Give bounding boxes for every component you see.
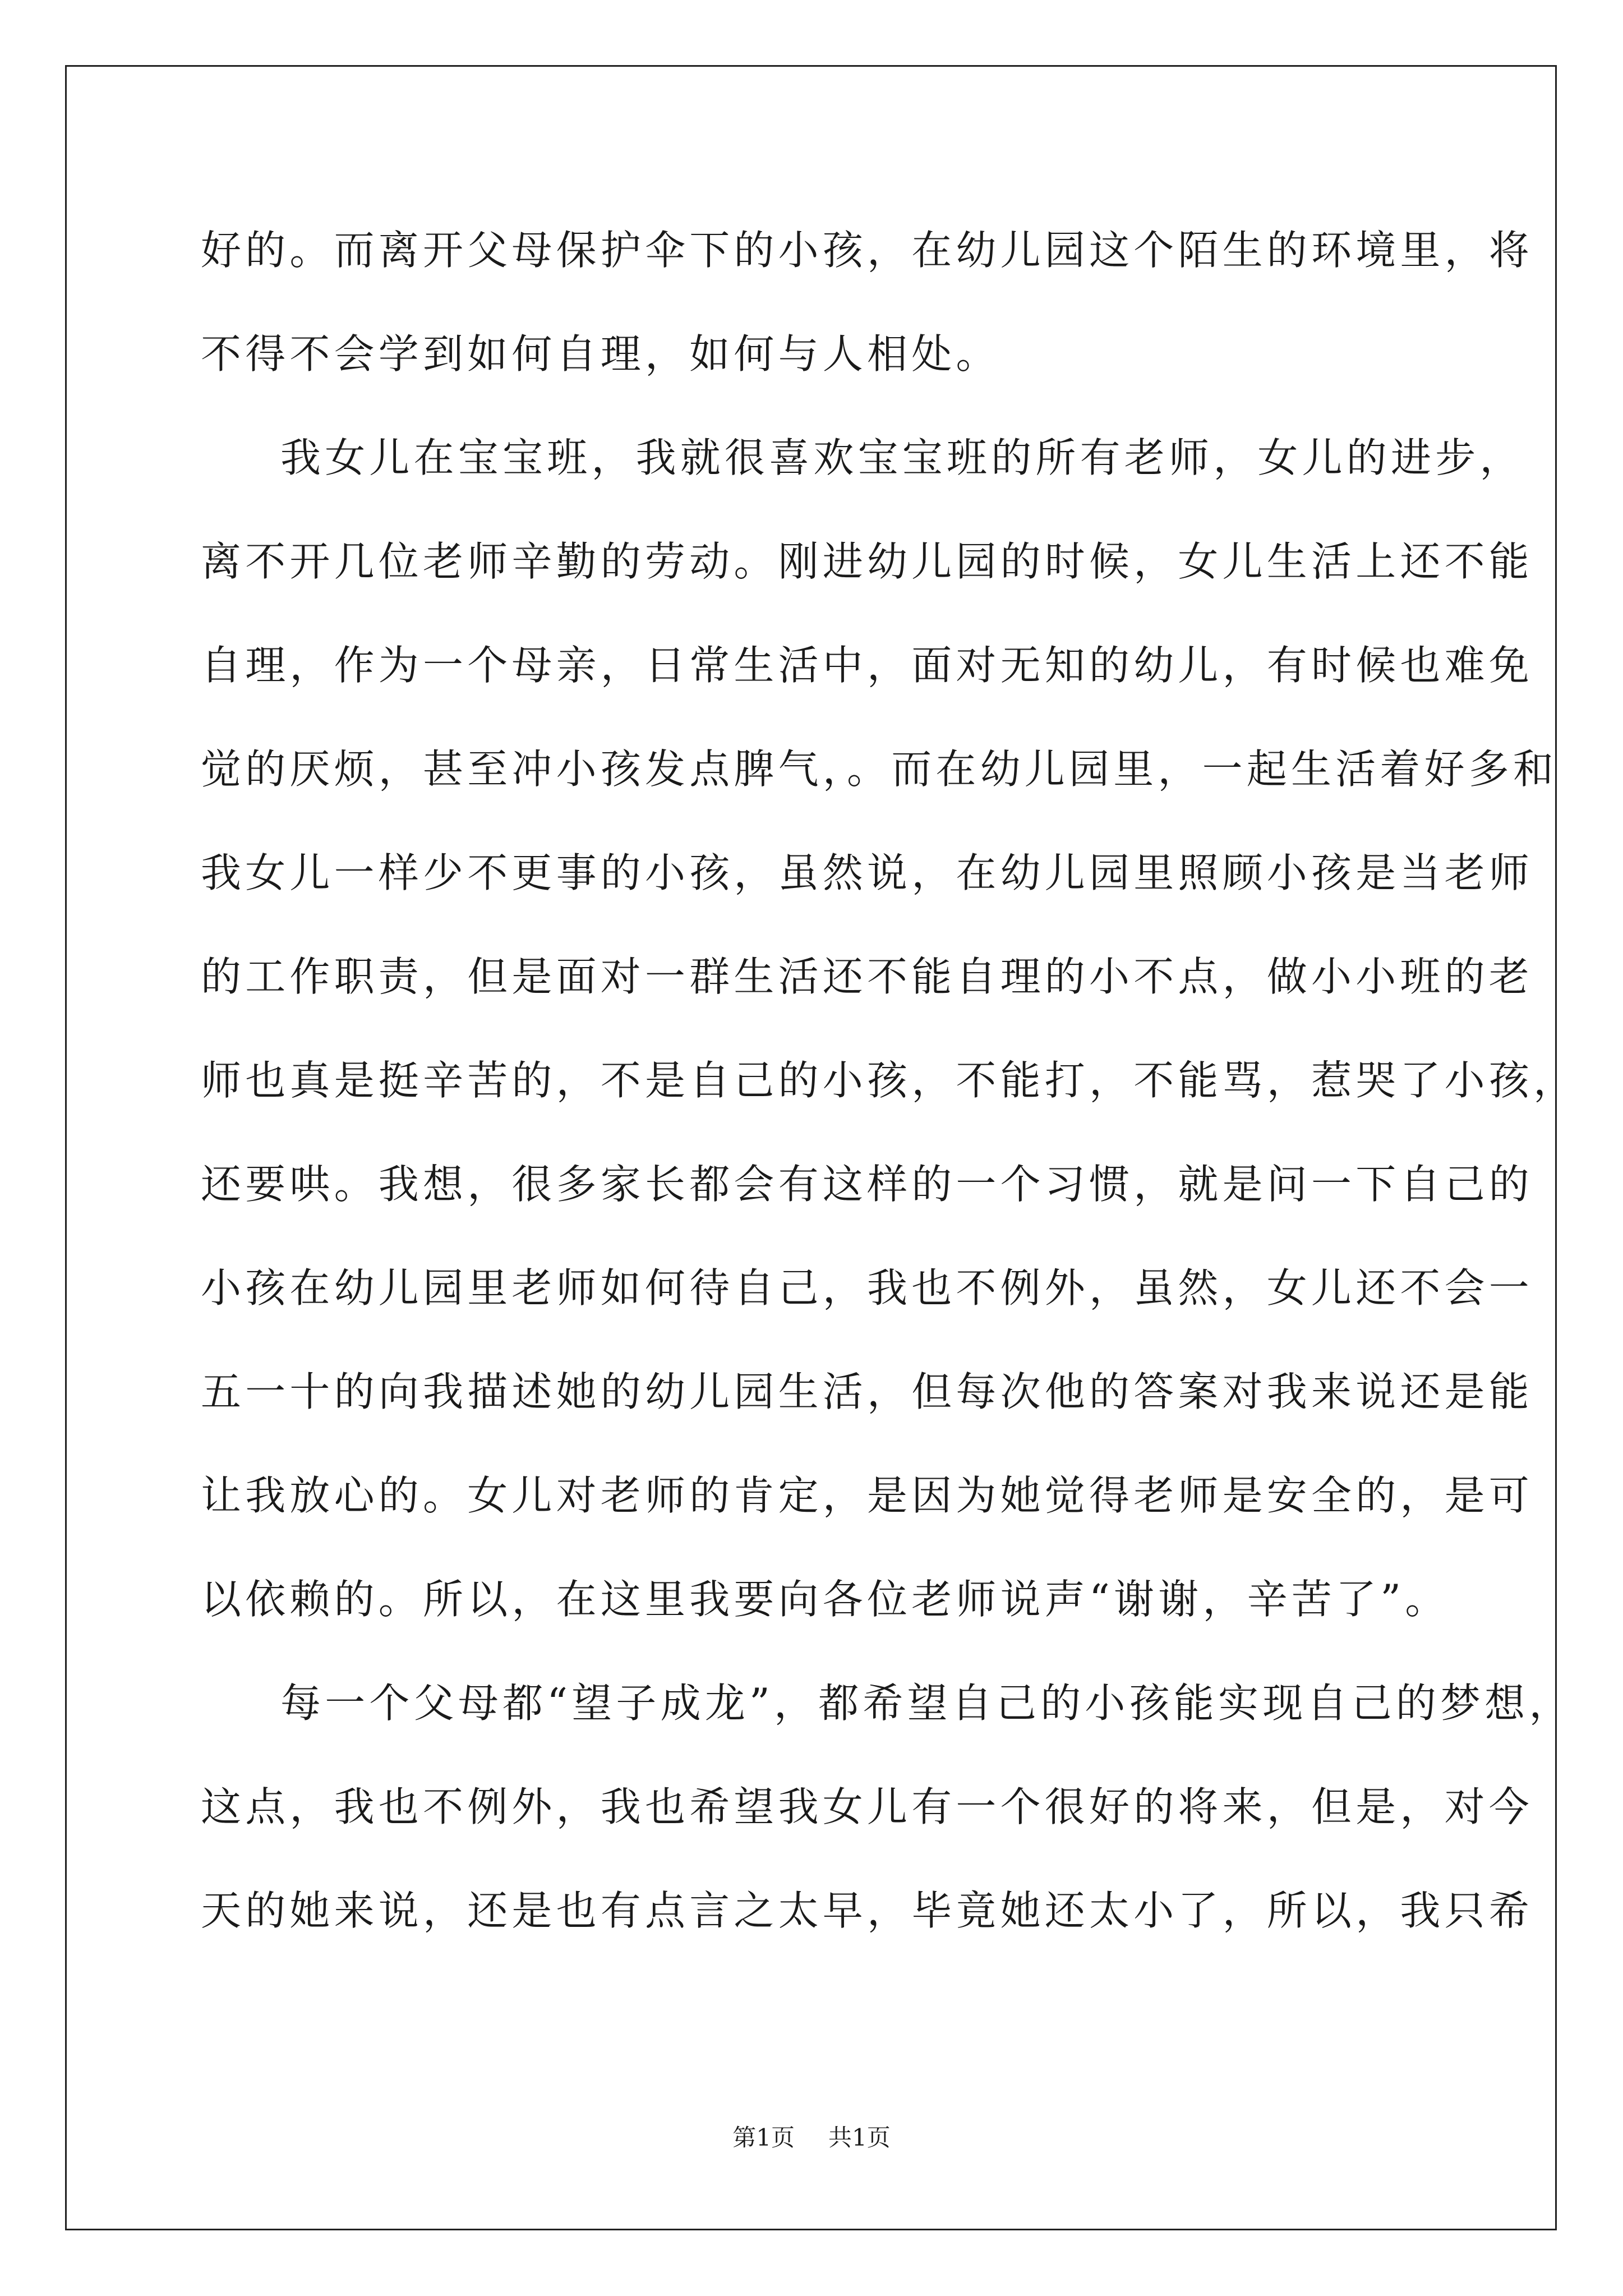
text-line-11: 小孩在幼儿园里老师如何待自己，我也不例外，虽然，女儿还不会一 [201, 1264, 1534, 1312]
page-number-current: 第1页 [732, 2124, 795, 2151]
text-line-5: 自理，作为一个母亲，日常生活中，面对无知的幼儿，有时候也难免 [201, 642, 1534, 689]
text-line-4: 离不开几位老师辛勤的劳动。刚进幼儿园的时候，女儿生活上还不能 [201, 538, 1534, 585]
text-line-9: 师也真是挺辛苦的，不是自己的小孩，不能打，不能骂，惹哭了小孩， [201, 1057, 1578, 1104]
text-line-17: 天的她来说，还是也有点言之太早，毕竟她还太小了，所以，我只希 [201, 1887, 1534, 1934]
text-line-6: 觉的厌烦，甚至冲小孩发点脾气，。而在幼儿园里，一起生活着好多和 [201, 746, 1558, 793]
text-line-13: 让我放心的。女儿对老师的肯定，是因为她觉得老师是安全的，是可 [201, 1472, 1534, 1519]
text-line-7: 我女儿一样少不更事的小孩，虽然说，在幼儿园里照顾小孩是当老师 [201, 849, 1534, 896]
text-line-8: 的工作职责，但是面对一群生活还不能自理的小不点，做小小班的老 [201, 953, 1534, 1000]
text-line-10: 还要哄。我想，很多家长都会有这样的一个习惯，就是问一下自己的 [201, 1161, 1534, 1208]
page-number-total: 共1页 [828, 2124, 891, 2151]
paragraph-start-line-15: 每一个父母都“望子成龙”，都希望自己的小孩能实现自己的梦想， [280, 1680, 1574, 1727]
paragraph-start-line-3: 我女儿在宝宝班，我就很喜欢宝宝班的所有老师，女儿的进步， [280, 434, 1524, 481]
text-line-2: 不得不会学到如何自理，如何与人相处。 [201, 330, 1000, 378]
page-footer [0, 2126, 1623, 2150]
text-line-16: 这点，我也不例外，我也希望我女儿有一个很好的将来，但是，对今 [201, 1783, 1534, 1830]
text-line-12: 五一十的向我描述她的幼儿园生活，但每次他的答案对我来说还是能 [201, 1368, 1534, 1415]
text-line-1: 好的。而离开父母保护伞下的小孩，在幼儿园这个陌生的环境里，将 [201, 227, 1534, 274]
text-line-14: 以依赖的。所以，在这里我要向各位老师说声“谢谢，辛苦了”。 [201, 1576, 1450, 1623]
